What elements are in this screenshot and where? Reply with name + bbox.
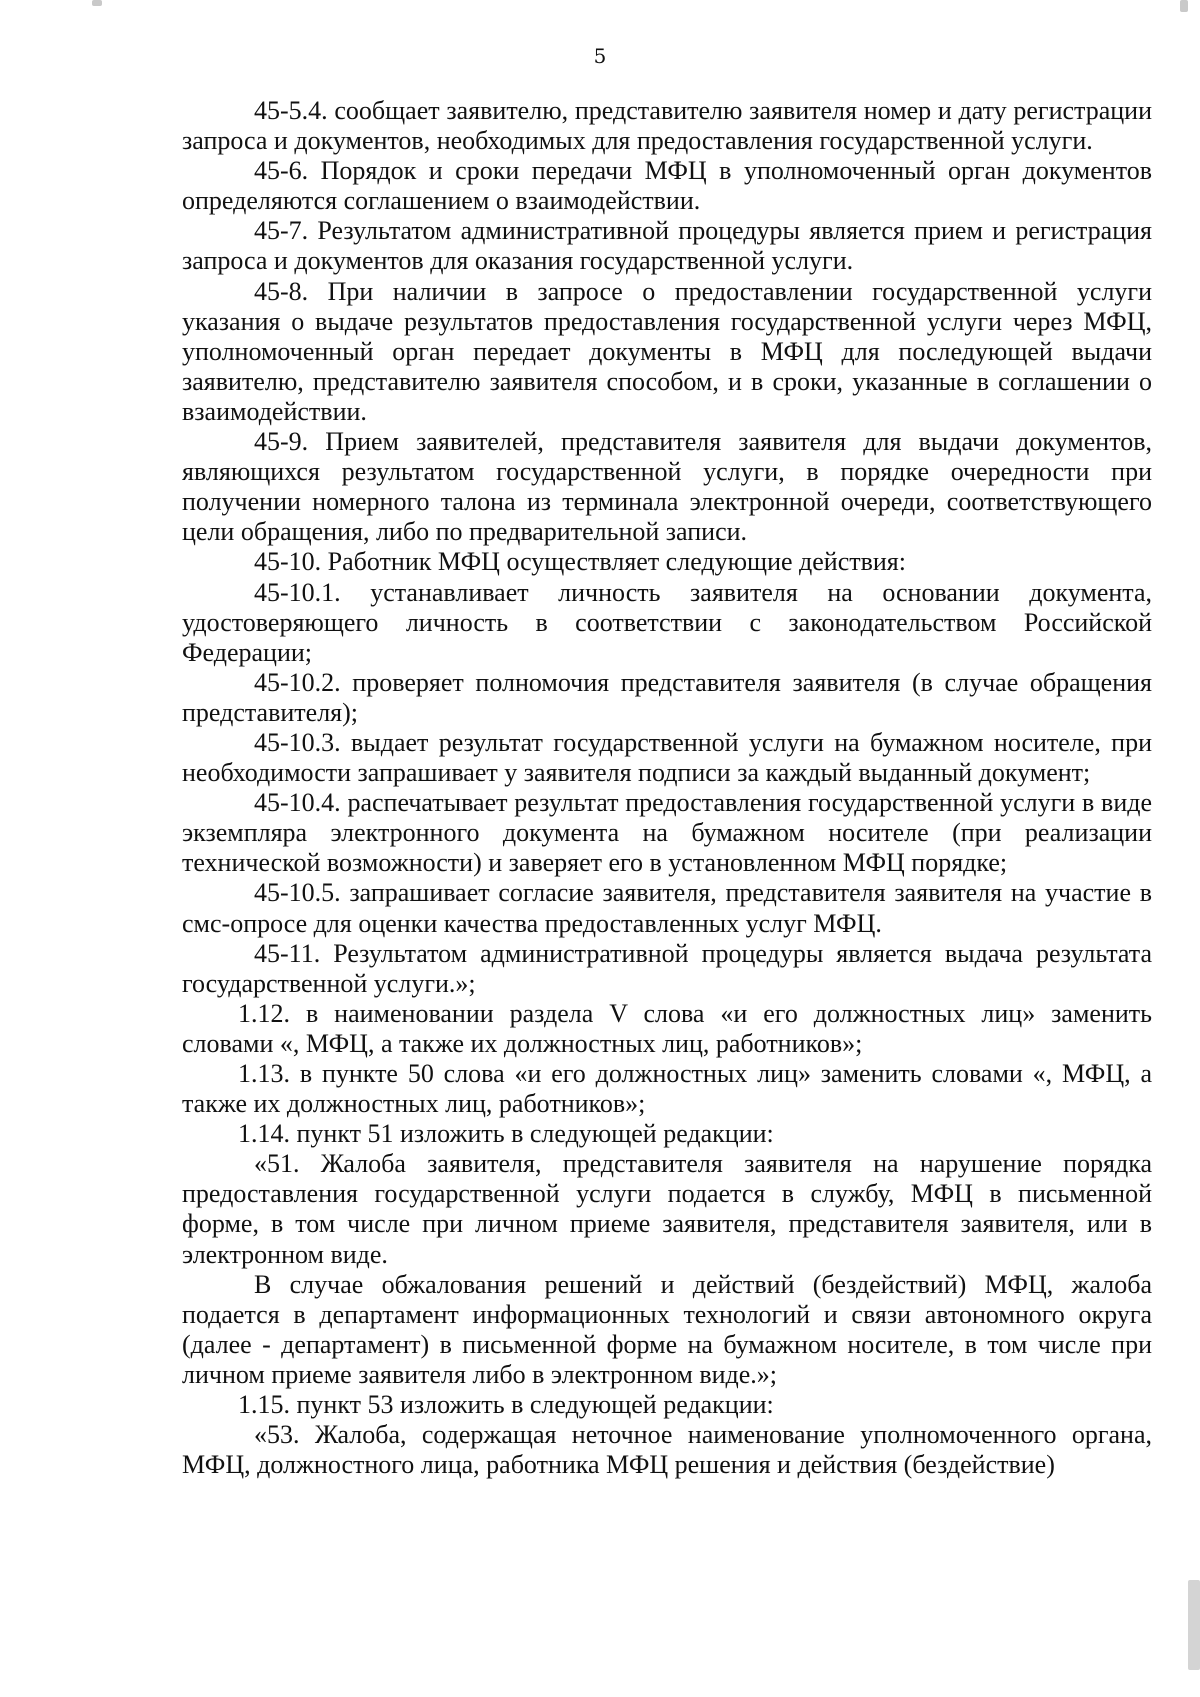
paragraph-45-6: 45-6. Порядок и сроки передачи МФЦ в уполномоченный орган документов определяются соглашением о взаимодействии.: [182, 156, 1152, 216]
paragraph-45-10-4: 45-10.4. распечатывает результат предоставления государственной услуги в виде экземпляра электронного документа на бумажном носителе (при реализации технической возможности) и заверяет его в установленном МФЦ порядке;: [182, 788, 1152, 878]
paragraph-1-13: 1.13. в пункте 50 слова «и его должностных лиц» заменить словами «, МФЦ, а также их должностных лиц, работников»;: [182, 1059, 1152, 1119]
document-body: [182, 96, 1152, 1480]
paragraph-1-14: 1.14. пункт 51 изложить в следующей редакции:: [238, 1119, 774, 1149]
paragraph-45-8: 45-8. При наличии в запросе о предоставлении государственной услуги указания о выдаче результатов предоставления государственной услуги через МФЦ, уполномоченный орган передает документы в МФЦ для последующей выдачи заявителю, представителю заявителя способом, и в сроки, указанные в соглашении о взаимодействии.: [182, 276, 1152, 426]
paragraph-45-11: 45-11. Результатом административной процедуры является выдача результата государственной услуги.»;: [182, 938, 1152, 998]
paragraph-45-10-1: 45-10.1. устанавливает личность заявителя на основании документа, удостоверяющего личность в соответствии с законодательством Российской Федерации;: [182, 577, 1152, 667]
paragraph-53-complaint: «53. Жалоба, содержащая неточное наименование уполномоченного органа, МФЦ, должностного лица, работника МФЦ решения и действия (бездействие): [182, 1420, 1152, 1480]
paragraph-51-complaint: «51. Жалоба заявителя, представителя заявителя на нарушение порядка предоставления государственной услуги подается в службу, МФЦ в письменной форме, в том числе при личном приеме заявителя, представителя заявителя, или в электронном виде.: [182, 1149, 1152, 1269]
page-number: 5: [593, 44, 607, 68]
paragraph-1-15: 1.15. пункт 53 изложить в следующей редакции:: [238, 1390, 774, 1420]
scan-artifact-top-right: [1180, 0, 1188, 12]
paragraph-45-7: 45-7. Результатом административной процедуры является прием и регистрация запроса и документов для оказания государственной услуги.: [182, 216, 1152, 276]
paragraph-45-10-2: 45-10.2. проверяет полномочия представителя заявителя (в случае обращения представителя);: [182, 667, 1152, 727]
paragraph-45-10-5: 45-10.5. запрашивает согласие заявителя, представителя заявителя на участие в смс-опросе для оценки качества предоставленных услуг МФЦ.: [182, 878, 1152, 938]
paragraph-45-9: 45-9. Прием заявителей, представителя заявителя для выдачи документов, являющихся результатом государственной услуги, в порядке очередности при получении номерного талона из терминала электронной очереди, соответствующего цели обращения, либо по предварительной записи.: [182, 427, 1152, 547]
paragraph-51-appeal: В случае обжалования решений и действий (бездействий) МФЦ, жалоба подается в департамент информационных технологий и связи автономного округа (далее - департамент) в письменной форме на бумажном носителе, в том числе при личном приеме заявителя либо в электронном виде.»;: [182, 1269, 1152, 1389]
paragraph-45-10: 45-10. Работник МФЦ осуществляет следующие действия:: [254, 547, 906, 577]
paragraph-1-12: 1.12. в наименовании раздела V слова «и его должностных лиц» заменить словами «, МФЦ, а также их должностных лиц, работников»;: [182, 998, 1152, 1058]
scan-artifact-top-left: [92, 0, 102, 6]
paragraph-45-10-3: 45-10.3. выдает результат государственной услуги на бумажном носителе, при необходимости запрашивает у заявителя подписи за каждый выданный документ;: [182, 727, 1152, 788]
scan-artifact-right-edge: [1188, 1580, 1200, 1670]
paragraph-45-5-4: 45-5.4. сообщает заявителю, представителю заявителя номер и дату регистрации запроса и документов, необходимых для предоставления государственной услуги.: [182, 96, 1152, 156]
